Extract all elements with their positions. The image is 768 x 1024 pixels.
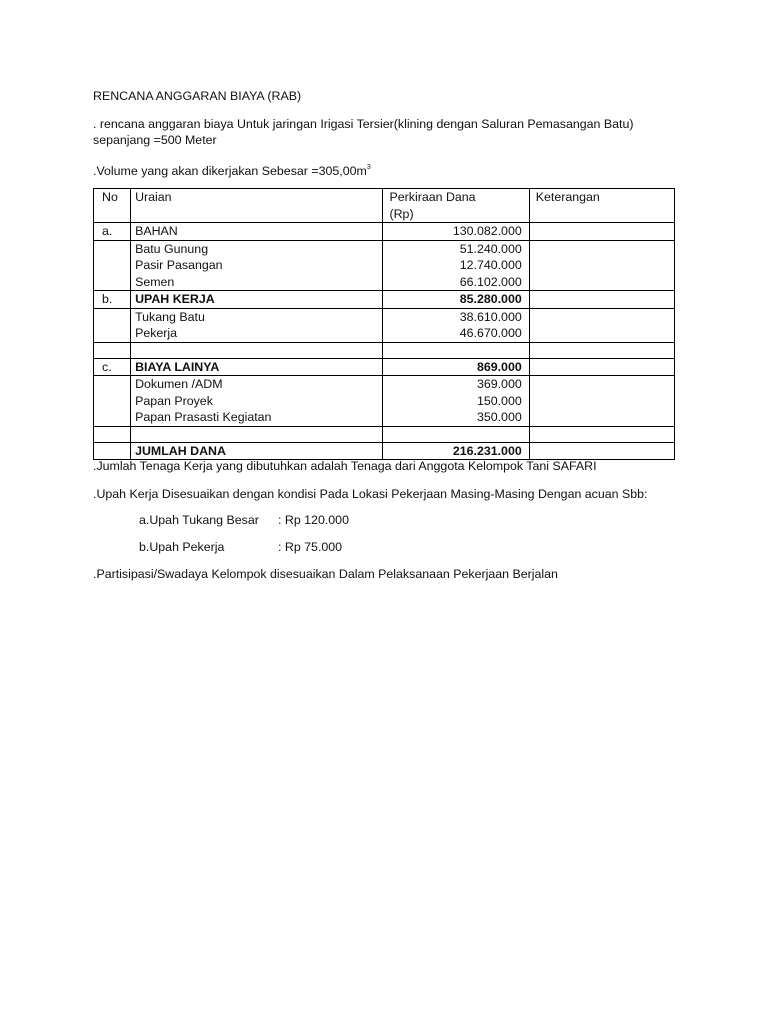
volume-superscript: 3 xyxy=(366,164,371,171)
volume-paragraph xyxy=(93,160,371,179)
header-keterangan: Keterangan xyxy=(529,189,674,223)
rate-label: b.Upah Pekerja xyxy=(139,540,225,554)
section-total: 869.000 xyxy=(383,358,529,376)
total-value: 216.231.000 xyxy=(383,442,529,460)
items-no xyxy=(94,376,131,427)
section-row-upah-kerja xyxy=(94,291,675,309)
section-no: b. xyxy=(94,291,131,309)
item-value: 150.000 xyxy=(476,393,522,408)
labor-paragraph: .Jumlah Tenaga Kerja yang dibutuhkan adalah Tenaga dari Anggota Kelompok Tani SAFARI xyxy=(93,459,597,473)
items-names xyxy=(131,376,383,427)
rab-table xyxy=(93,188,675,460)
items-row-biaya-lainya xyxy=(94,376,675,427)
section-keterangan xyxy=(529,291,674,309)
rate-label: a.Upah Tukang Besar xyxy=(139,513,259,527)
intro-paragraph: . rencana anggaran biaya Untuk jaringan Irigasi Tersier(klining dengan Saluran Pemasangan Batu) sepanjang =500 Meter xyxy=(93,117,634,147)
item-value: 369.000 xyxy=(476,377,522,391)
item-value: 46.670.000 xyxy=(459,326,522,340)
item-name: Papan Proyek xyxy=(135,393,213,408)
items-row-upah-kerja xyxy=(94,308,675,342)
item-value: 51.240.000 xyxy=(459,241,522,256)
table-header-row xyxy=(94,189,675,223)
rate-value: : Rp 120.000 xyxy=(278,513,349,527)
section-label: BAHAN xyxy=(131,223,383,241)
document-title: RENCANA ANGGARAN BIAYA (RAB) xyxy=(93,89,302,103)
total-row xyxy=(94,442,675,460)
items-keterangan xyxy=(529,308,674,342)
items-values xyxy=(383,376,529,427)
header-uraian: Uraian xyxy=(131,189,383,223)
items-values xyxy=(383,308,529,342)
item-name: Tukang Batu xyxy=(135,309,205,324)
item-value: 12.740.000 xyxy=(459,258,522,272)
item-name: Papan Prasasti Kegiatan xyxy=(135,410,272,424)
items-no xyxy=(94,308,131,342)
item-value: 38.610.000 xyxy=(459,309,522,324)
header-perkiraan-dana: Perkiraan Dana (Rp) xyxy=(383,189,529,223)
section-no: c. xyxy=(94,358,131,376)
partisipasi-paragraph: .Partisipasi/Swadaya Kelompok disesuaikan Dalam Pelaksanaan Pekerjaan Berjalan xyxy=(93,567,558,581)
upah-paragraph: .Upah Kerja Disesuaikan dengan kondisi Pada Lokasi Pekerjaan Masing-Masing Dengan acuan Sbb: xyxy=(93,487,648,501)
blank-row xyxy=(94,342,675,358)
section-keterangan xyxy=(529,223,674,241)
item-name: Pekerja xyxy=(135,326,178,340)
items-row-bahan xyxy=(94,240,675,291)
items-names xyxy=(131,240,383,291)
total-no xyxy=(94,442,131,460)
section-row-bahan xyxy=(94,223,675,241)
total-keterangan xyxy=(529,442,674,460)
item-name: Dokumen /ADM xyxy=(135,377,223,391)
section-label: BIAYA LAINYA xyxy=(131,358,383,376)
volume-text: .Volume yang akan dikerjakan Sebesar =305,00m xyxy=(93,164,367,178)
section-no: a. xyxy=(94,223,131,241)
blank-row xyxy=(94,426,675,442)
section-label: UPAH KERJA xyxy=(131,291,383,309)
header-no: No xyxy=(94,189,131,223)
item-name: Batu Gunung xyxy=(135,241,209,256)
items-keterangan xyxy=(529,376,674,427)
item-value: 66.102.000 xyxy=(459,274,522,289)
rate-value: : Rp 75.000 xyxy=(278,540,343,554)
items-names xyxy=(131,308,383,342)
section-total: 85.280.000 xyxy=(383,291,529,309)
items-no xyxy=(94,240,131,291)
items-values xyxy=(383,240,529,291)
items-keterangan xyxy=(529,240,674,291)
item-value: 350.000 xyxy=(476,410,522,424)
item-name: Semen xyxy=(135,274,175,289)
section-row-biaya-lainya xyxy=(94,358,675,376)
section-total: 130.082.000 xyxy=(383,223,529,241)
section-keterangan xyxy=(529,358,674,376)
total-label: JUMLAH DANA xyxy=(131,442,383,460)
item-name: Pasir Pasangan xyxy=(135,258,223,272)
